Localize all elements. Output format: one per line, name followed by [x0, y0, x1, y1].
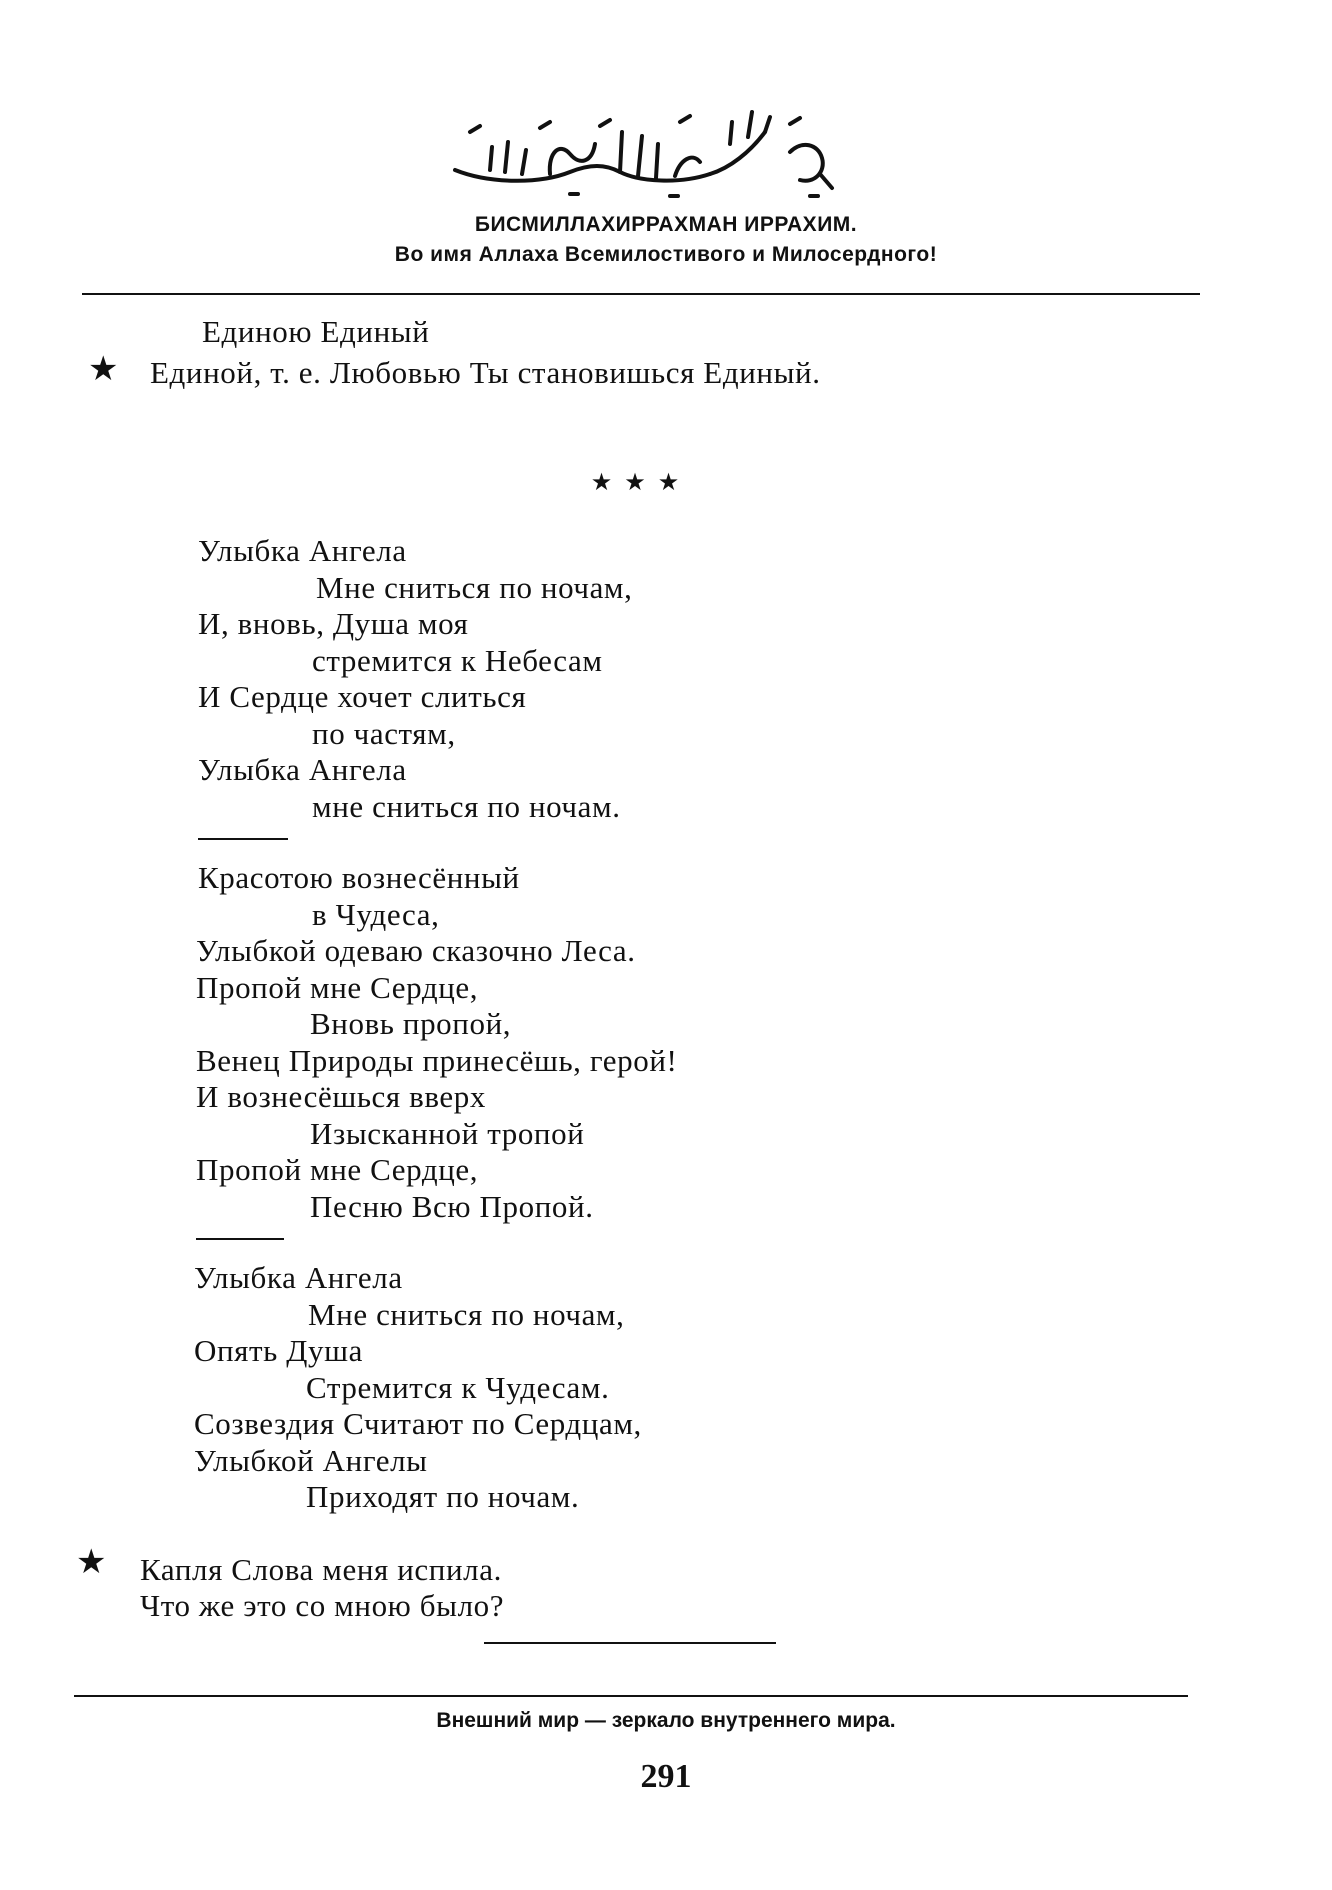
intro-line-2: Единой, т. е. Любовью Ты становишься Единый. — [150, 355, 821, 390]
footer-divider — [74, 1695, 1188, 1697]
stanza2-line: И вознесёшься вверх — [196, 1079, 486, 1114]
star-icon: ★ — [88, 351, 119, 388]
stanza1-line: Улыбка Ангела — [198, 533, 407, 568]
stanza2-line: Вновь пропой, — [310, 1006, 512, 1041]
page-number: 291 — [640, 1758, 692, 1795]
stanza1-line: мне сниться по ночам. — [312, 789, 621, 824]
closing-divider — [484, 1642, 776, 1644]
stanza1-line: по частям, — [312, 716, 456, 751]
stanza-divider — [196, 1238, 284, 1240]
stanza3-line: Опять Душа — [194, 1333, 363, 1368]
stanza3-line: Улыбка Ангела — [194, 1260, 403, 1295]
stanza2-line: в Чудеса, — [312, 897, 440, 932]
stanza2-line: Пропой мне Сердце, — [196, 1152, 479, 1187]
stanza1-line: Мне сниться по ночам, — [316, 570, 633, 605]
stanza2-line: Венец Природы принесёшь, герой! — [196, 1043, 678, 1078]
stanza2-line: Изысканной тропой — [310, 1116, 585, 1151]
stanza3-line: Улыбкой Ангелы — [194, 1443, 428, 1478]
stanza3-line: Приходят по ночам. — [306, 1479, 580, 1514]
bismillah-calligraphy — [430, 92, 850, 202]
stanza2-line: Пропой мне Сердце, — [196, 970, 479, 1005]
stanza3-line: Созвездия Считают по Сердцам, — [194, 1406, 642, 1441]
header-divider — [82, 293, 1200, 295]
stanza3-line: Стремится к Чудесам. — [306, 1370, 610, 1405]
stanza1-line: И Сердце хочет слиться — [198, 679, 527, 714]
closing-line-1: Капля Слова меня испила. — [140, 1552, 502, 1587]
bismillah-transliteration: БИСМИЛЛАХИРРАХМАН ИРРАХИМ. — [474, 213, 858, 236]
stanza-divider — [198, 838, 288, 840]
intro-line-1: Единою Единый — [202, 314, 430, 349]
stanza2-line: Песню Всю Пропой. — [310, 1189, 594, 1224]
star-icon: ★ — [76, 1544, 107, 1581]
stanza1-line: Улыбка Ангела — [198, 752, 407, 787]
stanza3-line: Мне сниться по ночам, — [308, 1297, 625, 1332]
stanza1-line: И, вновь, Душа моя — [198, 606, 469, 641]
stanza1-line: стремится к Небесам — [312, 643, 603, 678]
closing-line-2: Что же это со мною было? — [140, 1588, 505, 1623]
bismillah-translation: Во имя Аллаха Всемилостивого и Милосердного! — [394, 243, 938, 266]
stanza2-line: Красотою вознесённый — [198, 860, 520, 895]
footer-motto: Внешний мир — зеркало внутреннего мира. — [436, 1709, 896, 1732]
section-dinkus: ★★★ — [590, 470, 692, 496]
stanza2-line: Улыбкой одеваю сказочно Леса. — [196, 933, 636, 968]
